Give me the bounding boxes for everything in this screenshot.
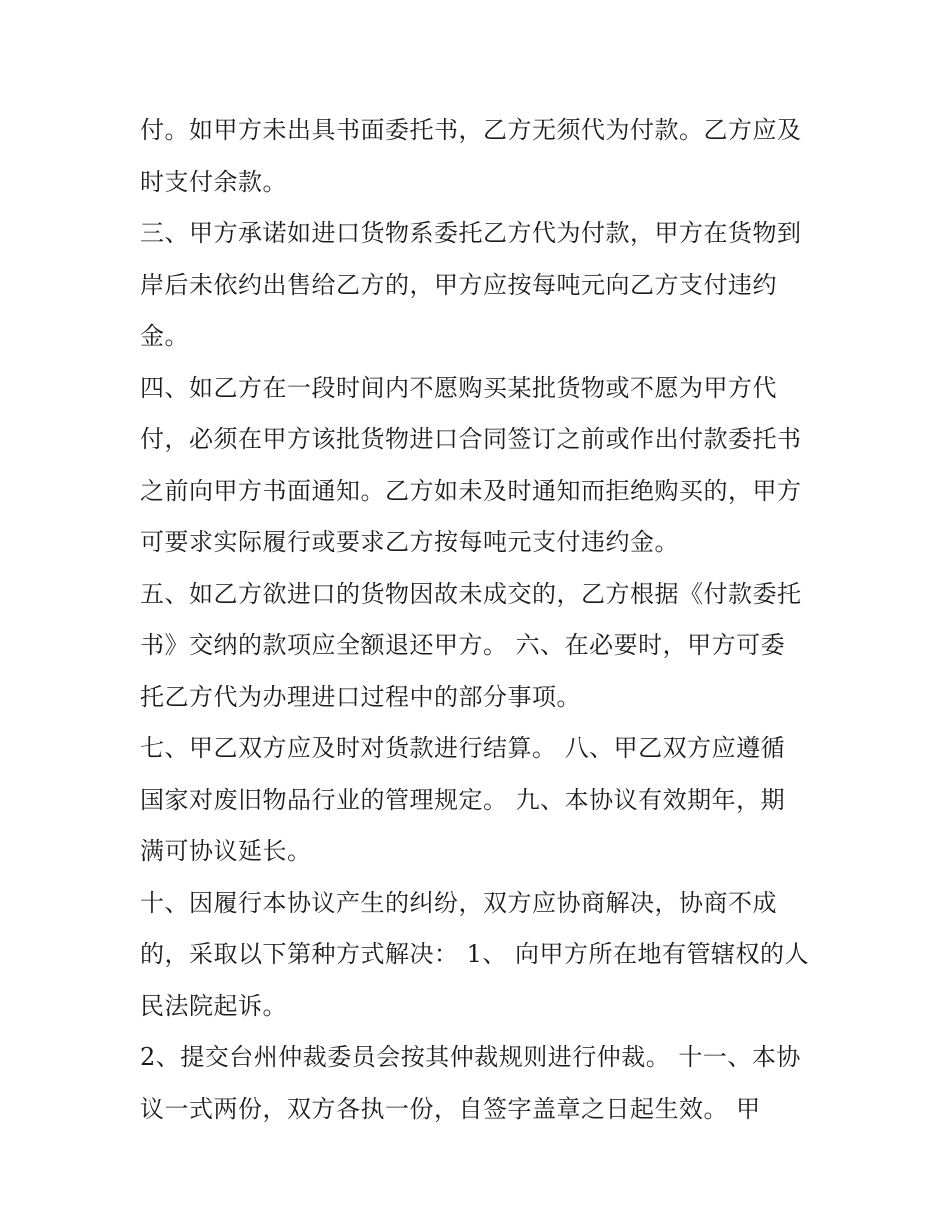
- text-line: 2、提交台州仲裁委员会按其仲裁规则进行仲裁。 十一、本协: [140, 1043, 801, 1071]
- text-line: 民法院起诉。: [140, 991, 287, 1020]
- text-line: 议一式两份，双方各执一份，自签字盖章之日起生效。 甲: [140, 1094, 761, 1123]
- text-line: 三、甲方承诺如进口货物系委托乙方代为付款，甲方在货物到: [140, 219, 802, 247]
- text-line: 十、因履行本协议产生的纠纷，双方应协商解决，协商不成: [140, 888, 777, 917]
- text-line: 四、如乙方在一段时间内不愿购买某批货物或不愿为甲方代: [140, 373, 777, 402]
- text-line: 金。: [140, 322, 189, 350]
- text-line: 五、如乙方欲进口的货物因故未成交的，乙方根据《付款委托: [140, 579, 802, 608]
- document-body: [140, 105, 820, 1135]
- text-line: 时支付余款。: [140, 167, 287, 196]
- text-line: 七、甲乙双方应及时对货款进行结算。 八、甲乙双方应遵循: [140, 734, 786, 762]
- text-line: 书》交纳的款项应全额退还甲方。 六、在必要时，甲方可委: [140, 631, 786, 659]
- text-line: 满可协议延长。: [140, 837, 312, 865]
- text-line: 国家对废旧物品行业的管理规定。 九、本协议有效期年，期: [140, 785, 786, 814]
- text-line: 付，必须在甲方该批货物进口合同签订之前或作出付款委托书: [140, 425, 802, 453]
- text-line: 之前向甲方书面通知。乙方如未及时通知而拒绝购买的，甲方: [140, 476, 802, 505]
- text-line: 岸后未依约出售给乙方的，甲方应按每吨元向乙方支付违约: [140, 270, 777, 299]
- text-line: 托乙方代为办理进口过程中的部分事项。: [140, 682, 581, 711]
- text-line: 可要求实际履行或要求乙方按每吨元支付违约金。: [140, 528, 679, 556]
- text-line: 的，采取以下第种方式解决： 1、 向甲方所在地有管辖权的人: [140, 940, 810, 968]
- text-line: 付。如甲方未出具书面委托书，乙方无须代为付款。乙方应及: [140, 116, 802, 144]
